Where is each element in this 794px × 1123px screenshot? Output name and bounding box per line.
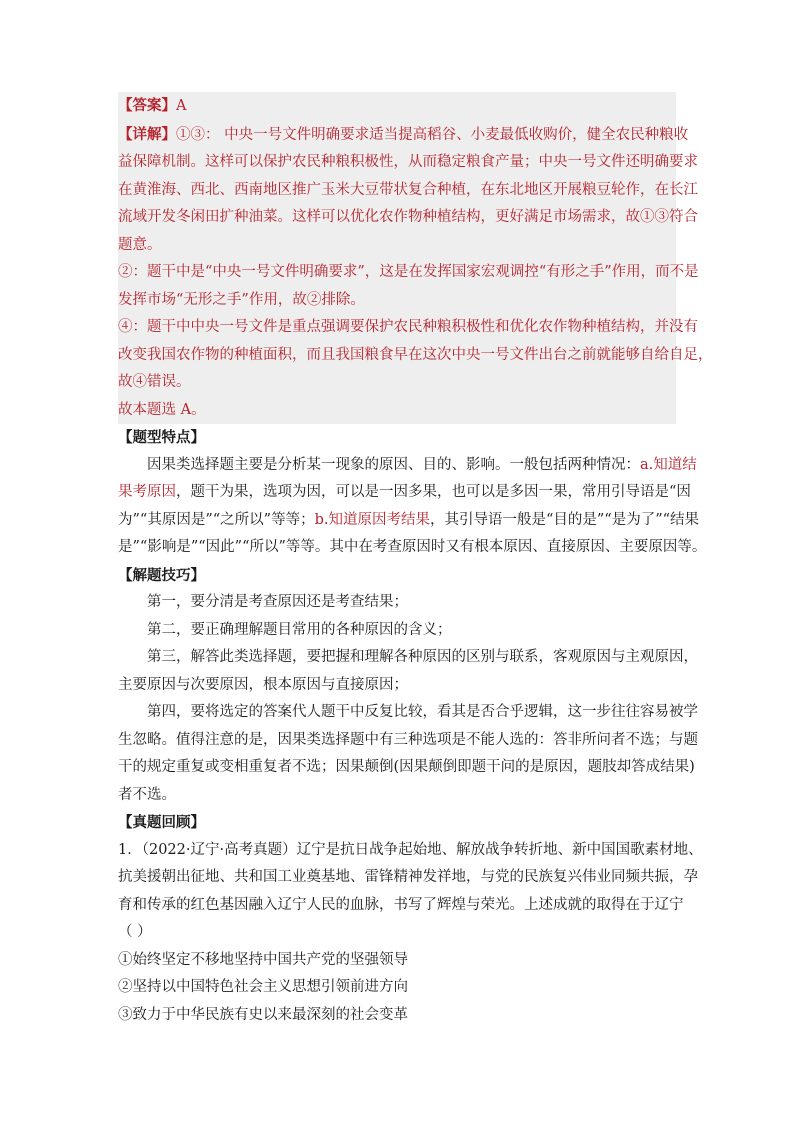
features-line-1: 因果类选择题主要是分析某一现象的原因、目的、影响。一般包括两种情况：a.知道结 [147, 456, 697, 473]
option-item: ③致力于中华民族有史以来最深刻的社会变革 [118, 1006, 408, 1023]
answer-label: 【答案】 [118, 97, 176, 114]
document-page [118, 92, 713, 1029]
techniques-heading: 【解题技巧】 [118, 566, 205, 584]
option-item: ①始终坚定不移地坚持中国共产党的坚强领导 [118, 951, 408, 968]
detail-line: 在黄淮海、西北、西南地区推广玉米大豆带状复合种植，在东北地区开展粮豆轮作，在长江 [118, 181, 698, 198]
features-line-4: 是”“影响是”“因此”“所以”等等。其中在考查原因时又有根本原因、直接原因、主要原因等。 [118, 539, 707, 555]
detail-label: 【详解】 [118, 125, 176, 143]
detail-line: 益保障机制。这样可以保护农民种粮积极性，从而稳定粮食产量；中央一号文件还明确要求 [118, 154, 698, 170]
detail-line: 发挥市场“无形之手”作用，故②排除。 [118, 291, 365, 308]
detail-line: 流域开发冬闲田扩种油菜。这样可以优化农作物种植结构，更好满足市场需求，故①③符合 [118, 209, 698, 225]
features-line-3: 为”“其原因是”“之所以”等等；b.知道原因考结果，其引导语一般是“目的是”“是为了”“结果 [118, 511, 700, 528]
technique-line: 第一，要分清是考查原因还是考查结果； [147, 594, 408, 610]
question-line: 抗美援朝出征地、共和国工业奠基地、雷锋精神发祥地，与党的民族复兴伟业同频共振，孕 [118, 869, 698, 885]
detail-line: ④：题干中中央一号文件是重点强调要保护农民种粮积极性和优化农作物种植结构，并没有 [118, 319, 698, 335]
technique-line: 干的规定重复或变相重复者不选；因果颠倒(因果颠倒即题干问的是原因，题肢却答成结果) [118, 759, 695, 775]
answer-value: A [176, 98, 187, 114]
question-line: 育和传承的红色基因融入辽宁人民的血脉，书写了辉煌与荣光。上述成就的取得在于辽宁 [118, 896, 684, 913]
technique-line: 第三，解答此类选择题，要把握和理解各种原因的区别与联系，客观原因与主观原因， [147, 649, 698, 665]
detail-line: ②：题干中是“中央一号文件明确要求”，这是在发挥国家宏观调控“有形之手”作用，而不是 [118, 264, 699, 280]
detail-line: 题意。 [118, 236, 162, 253]
review-heading: 【真题回顾】 [118, 814, 205, 831]
technique-line: 第四，要将选定的答案代人题干中反复比较，看其是否合乎逻辑，这一步往往容易被学 [147, 704, 698, 720]
answer-line [118, 92, 676, 121]
detail-line-1: 【详解】①③： 中央一号文件明确要求适当提高稻谷、小麦最低收购价，健全农民种粮收 [118, 125, 689, 143]
technique-line: 生忽略。值得注意的是，因果类选择题中有三种选项是不能人选的：答非所问者不选；与题 [118, 731, 698, 748]
answer-explanation-block [118, 92, 713, 424]
option-item: ②坚持以中国特色社会主义思想引领前进方向 [118, 979, 408, 995]
detail-line: 故④错误。 [118, 374, 191, 390]
features-heading: 【题型特点】 [118, 429, 205, 446]
technique-line: 第二，要正确理解题目常用的各种原因的含义； [147, 621, 452, 638]
detail-line: 故本题选 A。 [118, 401, 206, 418]
technique-line: 者不选。 [118, 786, 176, 803]
detail-line: 改变我国农作物的种植面积，而且我国粮食早在这次中央一号文件出台之前就能够自给自足， [118, 346, 713, 363]
features-line-2: 果考原因，题干为果，选项为因，可以是一因多果，也可以是多因一果，常用引导语是“因 [118, 484, 691, 500]
question-blank: （ ） [118, 924, 152, 940]
technique-line: 主要原因与次要原因，根本原因与直接原因； [118, 676, 408, 693]
question-line: 1．（2022·辽宁·高考真题）辽宁是抗日战争起始地、解放战争转折地、新中国国歌素材地、 [118, 841, 703, 858]
